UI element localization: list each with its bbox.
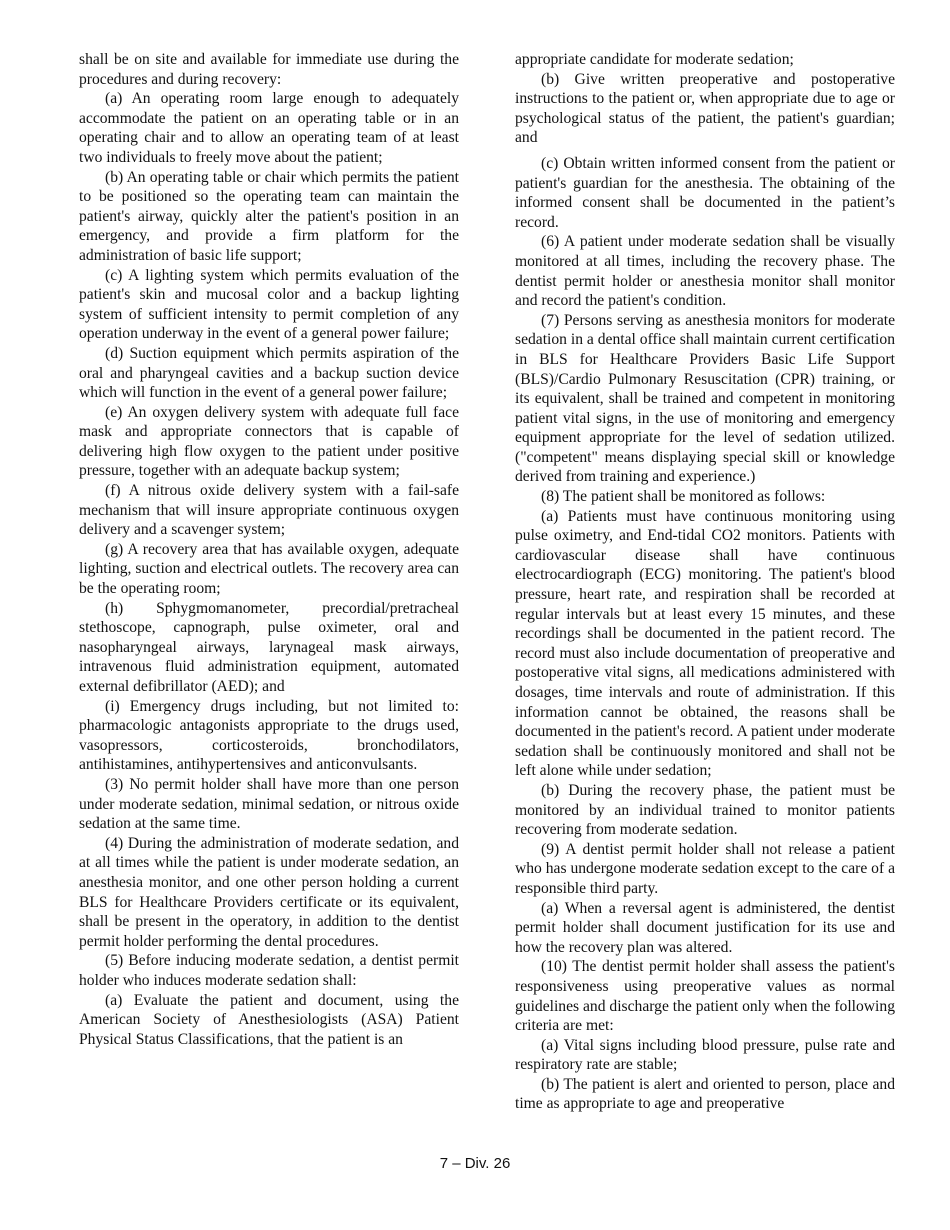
paragraph: (3) No permit holder shall have more than one person under moderate sedation, minimal sedation, or nitrous oxide sedation at the same time. [79,775,459,833]
right-column [515,50,895,1114]
paragraph: (e) An oxygen delivery system with adequate full face mask and appropriate connectors that is capable of delivering high flow oxygen to the patient under positive pressure, together with an adequate backup system; [79,403,459,480]
paragraph: (b) During the recovery phase, the patient must be monitored by an individual trained to monitor patients recovering from moderate sedation. [515,781,895,839]
paragraph: (i) Emergency drugs including, but not limited to: pharmacologic antagonists appropriate to the drugs used, vasopressors, corticosteroids, bronchodilators, antihistamines, antihypertensives and anticonvulsants. [79,697,459,774]
paragraph: (8) The patient shall be monitored as follows: [541,488,826,506]
paragraph: (9) A dentist permit holder shall not release a patient who has undergone moderate sedation except to the care of a responsible third party. [515,840,895,897]
paragraph: (7) Persons serving as anesthesia monitors for moderate sedation in a dental office shall maintain current certification in BLS for Healthcare Providers Basic Life Support (BLS)/Cardio Pulmonary Resuscitation (CPR) training, or its equivalent, shall be trained and competent in monitoring patient vital signs, in the use of monitoring and emergency equipment appropriate for the level of sedation utilized. ("competent" means displaying special skill or knowledge derived from training and experience.) [515,311,895,486]
paragraph: appropriate candidate for moderate sedation; [515,51,794,68]
paragraph: (g) A recovery area that has available oxygen, adequate lighting, suction and electrical outlets. The recovery area can be the operating room; [79,540,459,598]
paragraph: (b) An operating table or chair which permits the patient to be positioned so the operating team can maintain the patient's airway, quickly alter the patient's position in an emergency, and provide a firm platform for the administration of basic life support; [79,168,459,264]
paragraph: (a) Patients must have continuous monitoring using pulse oximetry, and End-tidal CO2 monitors. Patients with cardiovascular disease shall have continuous electrocardiograph (ECG) monitoring. The patient's blood pressure, heart rate, and respiration shall be recorded at regular intervals but at least every 15 minutes, and these recordings shall be documented in the patient record. The record must also include documentation of preoperative and postoperative vital signs, all medications administered with dosages, time intervals and route of administration. If this information cannot be obtained, the reasons shall be documented in the patient's record. A patient under moderate sedation shall be continuously monitored and shall not be left alone while under sedation; [515,507,895,780]
paragraph: (10) The dentist permit holder shall assess the patient's responsiveness using preoperative values as normal guidelines and discharge the patient only when the following criteria are met: [515,958,895,1035]
paragraph: (6) A patient under moderate sedation shall be visually monitored at all times, including the recovery phase. The dentist permit holder or anesthesia monitor shall monitor and record the patient's condition. [515,233,895,310]
paragraph: (a) An operating room large enough to adequately accommodate the patient on an operating table or in an operating chair and to allow an operating team of at least two individuals to freely move about the patient; [79,90,459,166]
paragraph: (d) Suction equipment which permits aspiration of the oral and pharyngeal cavities and a backup suction device which will function in the event of a general power failure; [79,344,459,402]
paragraph: (a) Vital signs including blood pressure, pulse rate and respiratory rate are stable; [515,1036,895,1074]
paragraph: (b) Give written preoperative and postoperative instructions to the patient or, when appropriate due to age or psychological status of the patient, the patient's guardian; and [515,70,895,147]
paragraph: (c) Obtain written informed consent from the patient or patient's guardian for the anesthesia. The obtaining of the informed consent shall be documented in the patient’s record. [515,154,895,231]
paragraph: (h) Sphygmomanometer, precordial/pretracheal stethoscope, capnograph, pulse oximeter, oral and nasopharyngeal airways, larynageal mask airways, intravenous fluid administration equipment, automated external defibrillator (AED); and [79,599,459,695]
paragraph: (b) The patient is alert and oriented to person, place and time as appropriate to age and preoperative [515,1075,895,1113]
paragraph: shall be on site and available for immediate use during the procedures and during recovery: [79,51,459,88]
paragraph: (c) A lighting system which permits evaluation of the patient's skin and mucosal color and a backup lighting system of sufficient intensity to permit completion of any operation underway in the event of a general power failure; [79,266,459,343]
paragraph: (a) When a reversal agent is administered, the dentist permit holder shall document justification for its use and how the recovery plan was altered. [515,899,895,956]
paragraph: (5) Before inducing moderate sedation, a dentist permit holder who induces moderate sedation shall: [79,952,459,989]
left-column [79,50,459,1049]
paragraph: (f) A nitrous oxide delivery system with a fail-safe mechanism that will insure appropriate continuous oxygen delivery and a scavenger system; [79,482,459,539]
paragraph: (a) Evaluate the patient and document, using the American Society of Anesthesiologists (ASA) Patient Physical Status Classifications, that the patient is an [79,991,459,1048]
paragraph: (4) During the administration of moderate sedation, and at all times while the patient is under moderate sedation, an anesthesia monitor, and one other person holding a current BLS for Healthcare Providers certificate or its equivalent, shall be present in the operatory, in addition to the dentist permit holder performing the dental procedures. [79,834,459,950]
page-footer: 7 – Div. 26 [439,1155,511,1172]
